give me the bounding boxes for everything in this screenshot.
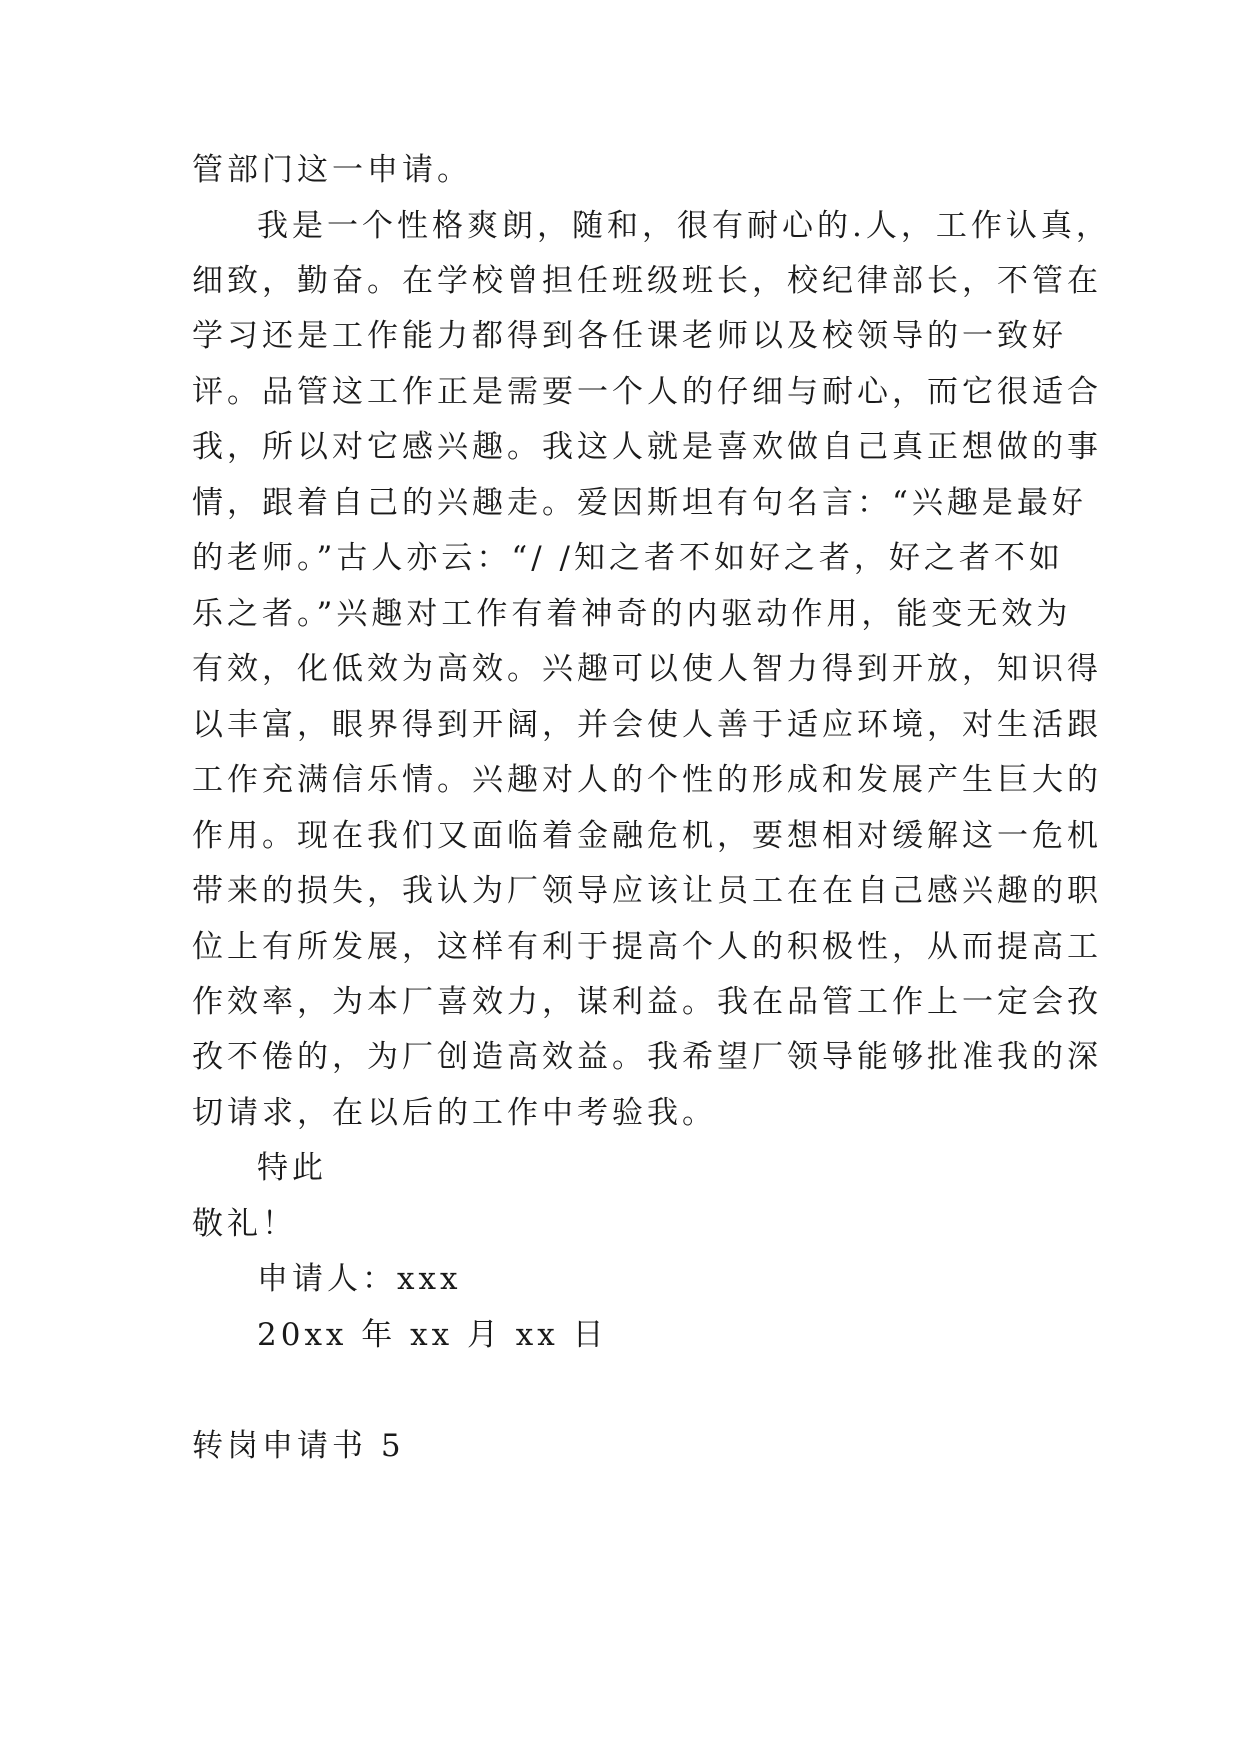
body-line-10: 以丰富，眼界得到开阔，并会使人善于适应环境，对生活跟 bbox=[192, 707, 1102, 743]
body-line-9: 有效，化低效为高效。兴趣可以使人智力得到开放，知识得 bbox=[192, 651, 1102, 687]
body-line-6: 情，跟着自己的兴趣走。爱因斯坦有句名言：“兴趣是最好 bbox=[192, 485, 1087, 521]
applicant-signature: 申请人：xxx bbox=[257, 1261, 462, 1297]
closing-text: 特此 bbox=[257, 1150, 327, 1186]
body-line-2: 细致，勤奋。在学校曾担任班级班长，校纪律部长，不管在 bbox=[192, 263, 1102, 299]
body-line-5: 我，所以对它感兴趣。我这人就是喜欢做自己真正想做的事 bbox=[192, 429, 1102, 465]
body-line-7: 的老师。”古人亦云：“/ /知之者不如好之者，好之者不如 bbox=[192, 540, 1064, 576]
salutation-text: 敬礼！ bbox=[192, 1206, 297, 1242]
body-line-16: 孜不倦的，为厂创造高效益。我希望厂领导能够批准我的深 bbox=[192, 1039, 1102, 1075]
body-line-8: 乐之者。”兴趣对工作有着神奇的内驱动作用，能变无效为 bbox=[192, 596, 1072, 632]
date-line: 20xx 年 xx 月 xx 日 bbox=[257, 1317, 608, 1353]
section-heading: 转岗申请书 5 bbox=[192, 1428, 405, 1464]
body-line-1: 我是一个性格爽朗，随和，很有耐心的.人，工作认真， bbox=[257, 208, 1111, 244]
opening-line: 管部门这一申请。 bbox=[192, 152, 472, 188]
body-line-4: 评。品管这工作正是需要一个人的仔细与耐心，而它很适合 bbox=[192, 374, 1102, 410]
body-line-11: 工作充满信乐情。兴趣对人的个性的形成和发展产生巨大的 bbox=[192, 762, 1102, 798]
body-line-17: 切请求，在以后的工作中考验我。 bbox=[192, 1095, 717, 1131]
body-line-12: 作用。现在我们又面临着金融危机，要想相对缓解这一危机 bbox=[192, 818, 1102, 854]
body-line-14: 位上有所发展，这样有利于提高个人的积极性，从而提高工 bbox=[192, 929, 1102, 965]
body-line-15: 作效率，为本厂喜效力，谋利益。我在品管工作上一定会孜 bbox=[192, 984, 1102, 1020]
body-line-3: 学习还是工作能力都得到各任课老师以及校领导的一致好 bbox=[192, 318, 1067, 354]
body-line-13: 带来的损失，我认为厂领导应该让员工在在自己感兴趣的职 bbox=[192, 873, 1102, 909]
